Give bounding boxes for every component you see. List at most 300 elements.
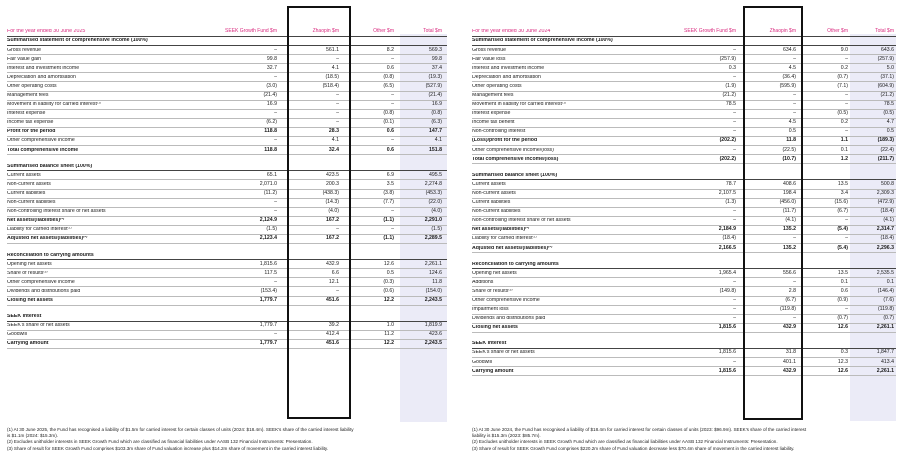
row-value: (6.7) [837, 208, 848, 215]
row-value: 0.3 [840, 349, 848, 356]
row-value: (119.8) [779, 306, 796, 313]
row-value: 1,779.7 [259, 296, 277, 303]
table-row [472, 146, 896, 155]
row-value: (0.8) [383, 110, 394, 117]
row-value: 2,261.1 [876, 324, 894, 331]
column-header: Other $m [373, 27, 394, 34]
row-value: (518.4) [322, 82, 339, 89]
row-value: (0.5) [837, 110, 848, 117]
row-value: 5.0 [886, 64, 894, 71]
row-label: Other comprehensive income [7, 138, 75, 144]
row-value: (202.2) [719, 137, 736, 144]
row-value: 0.1 [840, 278, 848, 285]
row-value: 0.5 [886, 128, 894, 135]
row-value: (22.0) [428, 199, 442, 206]
row-value: 65.1 [266, 171, 277, 178]
row-value: 2,309.3 [876, 189, 894, 196]
row-value: 37.4 [431, 64, 442, 71]
row-value: – [336, 119, 339, 126]
row-value: 0.2 [840, 64, 848, 71]
row-value: (1.3) [725, 199, 736, 206]
row-value: – [733, 296, 736, 303]
row-value: 6.6 [331, 269, 339, 276]
section-gap [472, 333, 896, 340]
table-row [7, 146, 447, 155]
table-row [472, 217, 896, 226]
row-label: Goodwill [7, 332, 27, 338]
row-value: (4.1) [883, 217, 894, 224]
table-row [472, 244, 896, 253]
row-value: – [845, 306, 848, 313]
row-label: Net assets/(liabilities)⁽²⁾ [472, 227, 530, 233]
table-row [7, 235, 447, 244]
row-value: – [391, 92, 394, 98]
row-value: – [733, 278, 736, 285]
table-row [7, 269, 447, 278]
table-row [7, 137, 447, 146]
row-value: 2,274.8 [424, 180, 442, 187]
row-value: 1,847.7 [876, 349, 894, 356]
row-label: Other comprehensive income [7, 279, 75, 285]
row-value: 2,289.5 [424, 235, 442, 242]
table-row [7, 260, 447, 269]
row-value: 408.6 [783, 180, 796, 187]
row-value: 99.8 [266, 55, 277, 62]
row-value: 2,124.9 [259, 217, 277, 224]
row-value: 12.2 [383, 340, 394, 347]
row-label: Dividends and distributions paid [472, 316, 546, 322]
row-value: 16.9 [431, 101, 442, 108]
row-value: (1.1) [383, 235, 394, 242]
section-title: Reconciliation to carrying amounts [472, 261, 559, 267]
row-value: 432.9 [326, 260, 339, 267]
row-value: 4.5 [788, 64, 796, 71]
row-value: – [391, 226, 394, 233]
table-row [472, 180, 896, 189]
row-value: (4.1) [785, 217, 796, 224]
row-value: (146.4) [877, 287, 894, 294]
row-value: 0.5 [386, 269, 394, 276]
table-row [472, 367, 896, 376]
row-value: 12.3 [837, 358, 848, 365]
row-value: (1.5) [431, 226, 442, 233]
table-row [472, 73, 896, 82]
table-row [472, 287, 896, 296]
row-value: 135.2 [783, 244, 796, 251]
row-value: 2,243.5 [424, 296, 442, 303]
row-value: (5.4) [837, 226, 848, 233]
row-value: 0.2 [840, 119, 848, 126]
section-title: Reconciliation to carrying amounts [7, 252, 94, 258]
table-row [472, 55, 896, 64]
row-value: 12.6 [837, 324, 848, 331]
row-value: 11.8 [786, 137, 796, 144]
row-value: – [845, 92, 848, 98]
row-value: 0.1 [886, 278, 894, 285]
row-value: 99.8 [431, 55, 442, 62]
period-label: For the year ended 30 June 2025 [7, 28, 86, 34]
table-row [472, 306, 896, 315]
row-value: (257.9) [877, 55, 894, 62]
row-value: 1.0 [386, 322, 394, 329]
row-value: (7.6) [883, 296, 894, 303]
row-label: Goodwill [472, 359, 492, 365]
row-value: 432.9 [783, 324, 796, 331]
row-value: – [845, 55, 848, 62]
row-value: 8.2 [386, 46, 394, 53]
row-value: – [733, 119, 736, 126]
table-row [472, 155, 896, 164]
row-value: 31.8 [785, 349, 796, 356]
row-label: Fair value loss [472, 56, 506, 62]
row-value: 4.7 [886, 119, 894, 126]
section-title: Summarised statement of comprehensive income (100%) [472, 38, 613, 44]
row-value: 78.7 [725, 180, 736, 187]
right-table [472, 8, 896, 376]
row-value: 118.8 [264, 128, 277, 135]
row-value: 12.6 [383, 260, 394, 267]
column-header: Other $m [827, 27, 848, 34]
table-row [7, 92, 447, 101]
row-value: (3.8) [383, 189, 394, 196]
row-value: – [391, 101, 394, 108]
row-value: – [733, 315, 736, 322]
row-value: – [793, 110, 796, 117]
row-value: (1.9) [725, 82, 736, 89]
footnote: (1) At 30 June 2024, the Fund has recognised a liability of $18.4m for carried interest for certain classes of units (2023: $96.9m). SEEK's share of the carried interest [472, 427, 807, 432]
table-row [472, 297, 896, 306]
table-row [472, 137, 896, 146]
row-value: 2,261.1 [424, 260, 442, 267]
row-label: Interest expense [472, 111, 511, 117]
row-value: 1,819.9 [424, 322, 442, 329]
row-value: (604.9) [877, 82, 894, 89]
row-value: 0.6 [386, 146, 394, 153]
row-label: Closing net assets [7, 297, 53, 303]
row-value: 0.5 [788, 128, 796, 135]
row-label: Other comprehensive income/(loss) [472, 147, 554, 153]
row-value: 1,779.7 [259, 340, 277, 347]
row-value: (6.2) [266, 119, 277, 126]
row-value: 2,314.7 [876, 226, 894, 233]
column-header: Total $m [875, 27, 894, 34]
row-value: – [845, 235, 848, 242]
row-value: 1,965.4 [718, 269, 736, 276]
table-row [472, 110, 896, 119]
row-value: (149.8) [719, 287, 736, 294]
footnote: (3) Share of result for SEEK Growth Fund comprises $220.2m share of Fund valuation decrease less $70.4m share of movement in the carried interest liability. [472, 445, 795, 451]
row-value: (19.3) [428, 73, 442, 80]
row-value: – [733, 46, 736, 53]
row-label: Movement in liability for carried interest⁽¹⁾ [7, 102, 102, 108]
row-value: – [733, 128, 736, 135]
row-value: 3.4 [840, 189, 848, 196]
row-value: (3.0) [266, 82, 277, 89]
row-value: 401.1 [783, 358, 796, 365]
section-title-row [472, 340, 896, 349]
section-title-row [472, 171, 896, 180]
row-label: Adjusted net assets/(liabilities)⁽²⁾ [472, 245, 553, 251]
row-label: Carrying amount [7, 341, 49, 347]
section-gap [472, 164, 896, 171]
row-value: (1.1) [383, 217, 394, 224]
table-row [7, 82, 447, 91]
row-label: Other operating costs [7, 83, 57, 89]
row-value: 2,296.3 [876, 244, 894, 251]
section-title-row [472, 37, 896, 46]
row-label: Interest and investment income [7, 65, 80, 71]
footnote: liability is $15.3m (2023: $85.7m). [472, 433, 541, 439]
row-label: (Loss)/profit for the period [472, 138, 538, 144]
row-value: (37.1) [880, 73, 894, 80]
table-row [7, 208, 447, 217]
row-value: (202.2) [719, 155, 736, 162]
row-value: (4.0) [328, 208, 339, 215]
row-label: Non-current assets [472, 190, 516, 196]
row-value: 13.5 [837, 180, 848, 187]
row-value: 1,815.6 [718, 324, 736, 331]
row-value: (0.9) [837, 296, 848, 303]
row-value: 117.5 [264, 269, 277, 276]
left-footnotes [7, 427, 354, 452]
table-row [472, 269, 896, 278]
row-value: (15.6) [834, 199, 848, 206]
row-value: 2,123.4 [259, 235, 277, 242]
row-label: Share of results⁽³⁾ [7, 270, 48, 276]
table-row [472, 119, 896, 128]
row-value: (18.4) [880, 208, 894, 215]
section-gap [7, 244, 447, 251]
row-value: – [336, 92, 339, 98]
row-value: 2,535.5 [876, 269, 894, 276]
row-value: 412.4 [326, 331, 339, 338]
row-value: 9.0 [840, 46, 848, 53]
row-label: Opening net assets [472, 270, 517, 276]
row-value: – [274, 73, 277, 80]
table-row [7, 73, 447, 82]
section-title-row [7, 251, 447, 260]
table-row [472, 235, 896, 244]
footnote: (1) At 30 June 2025, the Fund has recognised a liability of $1.5m for carried interest for certain classes of units (2024: $18.4m). SEEK's share of the carried interest liability [7, 427, 354, 432]
table-row [7, 322, 447, 331]
row-value: – [793, 235, 796, 242]
column-header: SEEK Growth Fund $m [225, 27, 277, 34]
row-value: 12.2 [383, 296, 394, 303]
row-label: Gross revenue [472, 47, 507, 53]
table-row [472, 324, 896, 333]
row-value: 39.2 [328, 322, 339, 329]
row-value: 124.6 [429, 269, 442, 276]
row-value: (6.5) [383, 82, 394, 89]
row-value: 6.9 [386, 171, 394, 178]
table-row [7, 199, 447, 208]
row-value: 2,184.9 [718, 226, 736, 233]
column-header: Total $m [423, 27, 442, 34]
row-value: (10.7) [782, 155, 796, 162]
row-value: – [733, 146, 736, 153]
row-value: – [733, 217, 736, 224]
row-value: – [793, 92, 796, 98]
row-value: 2,243.5 [424, 340, 442, 347]
row-label: Opening net assets [7, 261, 52, 267]
row-label: Non-controlling interest share of net assets [472, 218, 571, 224]
row-value: – [793, 101, 796, 108]
row-value: – [336, 55, 339, 62]
row-value: (0.6) [383, 287, 394, 294]
row-value: – [274, 331, 277, 338]
left-table [7, 8, 447, 349]
row-value: (5.4) [837, 244, 848, 251]
row-value: (153.4) [260, 287, 277, 294]
row-value: (0.8) [431, 110, 442, 117]
table-header-row [472, 8, 896, 37]
row-label: Fair value gain [7, 56, 42, 62]
row-label: Current assets [472, 181, 506, 187]
row-value: (21.4) [263, 92, 277, 98]
row-label: Management fees [7, 93, 49, 98]
row-value: 569.3 [429, 46, 442, 53]
row-value: (18.4) [880, 235, 894, 242]
row-value: 1,815.6 [259, 260, 277, 267]
section-title: Summarised statement of comprehensive income (100%) [7, 38, 148, 44]
table-row [472, 46, 896, 55]
row-value: 495.5 [429, 171, 442, 178]
row-value: (11.2) [263, 189, 277, 196]
row-value: 556.6 [783, 269, 796, 276]
row-value: – [845, 217, 848, 224]
row-value: – [336, 287, 339, 294]
row-value: (0.3) [383, 278, 394, 285]
row-value: 32.4 [328, 146, 339, 153]
row-value: (456.0) [779, 199, 796, 206]
row-value: 1,815.6 [718, 349, 736, 356]
row-value: 2.8 [788, 287, 796, 294]
row-label: Liability for carried interest⁽¹⁾ [472, 236, 537, 242]
row-value: – [733, 110, 736, 117]
row-value: (14.3) [325, 199, 339, 206]
table-header-row [7, 8, 447, 37]
column-header: Zhaopin $m [769, 27, 796, 34]
row-value: (0.7) [837, 315, 848, 322]
row-value: (21.2) [880, 92, 894, 98]
row-label: Interest expense [7, 111, 46, 117]
footnote: (3) Share of result for SEEK Growth Fund comprises $103.3m share of Fund valuation increase plus $14.2m share of movement in the carried interest liability. [7, 445, 329, 451]
table-row [472, 349, 896, 358]
row-value: 0.6 [386, 64, 394, 71]
row-value: 151.8 [429, 146, 442, 153]
row-value: – [733, 358, 736, 365]
row-label: Net assets/(liabilities)⁽²⁾ [7, 218, 65, 224]
section-title-row [7, 37, 447, 46]
section-title-row [472, 260, 896, 269]
column-header: SEEK Growth Fund $m [684, 27, 736, 34]
row-label: Income tax benefit [472, 120, 515, 126]
table-row [472, 199, 896, 208]
row-value: (527.9) [425, 82, 442, 89]
footnote: (2) Excludes unitholder interests in SEEK Growth Fund which are classified as financial liabilities under AASB 132 Financial Instruments: Presentation. [472, 439, 778, 445]
row-value: 135.2 [783, 226, 796, 233]
row-value: (438.3) [322, 189, 339, 196]
table-row [472, 358, 896, 367]
row-value: 200.3 [326, 180, 339, 187]
row-value: 12.1 [328, 278, 339, 285]
section-gap [7, 155, 447, 162]
row-value: 1,779.7 [259, 322, 277, 329]
row-label: Non-current assets [7, 181, 51, 187]
row-value: (453.3) [425, 189, 442, 196]
row-value: 118.8 [264, 146, 277, 153]
row-label: Closing net assets [472, 325, 518, 331]
row-value: 0.1 [840, 146, 848, 153]
row-value: (0.1) [383, 119, 394, 126]
row-label: SEEK's share of net assets [472, 350, 535, 356]
row-value: – [793, 315, 796, 322]
row-value: (36.4) [782, 73, 796, 80]
row-value: – [733, 208, 736, 215]
row-value: 32.7 [266, 64, 277, 71]
row-value: 28.3 [328, 128, 339, 135]
row-label: Current liabilities [472, 200, 511, 206]
row-label: Other comprehensive income [472, 297, 540, 303]
row-value: – [274, 278, 277, 285]
row-label: Depreciation and amortisation [7, 74, 76, 80]
row-value: 451.6 [326, 296, 339, 303]
row-value: 2,291.0 [424, 217, 442, 224]
table-row [7, 46, 447, 55]
row-value: – [274, 110, 277, 117]
row-value: (0.8) [383, 73, 394, 80]
table-row [472, 64, 896, 73]
row-value: – [391, 55, 394, 62]
row-value: – [391, 208, 394, 215]
row-value: 167.2 [326, 217, 339, 224]
row-label: Non-current liabilities [472, 209, 521, 215]
row-label: Adjusted net assets/(liabilities)⁽²⁾ [7, 236, 88, 242]
row-value: – [733, 306, 736, 313]
row-value: (21.4) [428, 92, 442, 98]
table-row [7, 64, 447, 73]
row-value: 1.2 [840, 155, 848, 162]
row-value: – [274, 137, 277, 144]
section-title-row [7, 313, 447, 322]
row-label: Liability for carried interest⁽¹⁾ [7, 227, 72, 233]
row-value: 13.5 [837, 269, 848, 276]
row-value: 78.5 [725, 101, 736, 108]
row-value: 11.2 [384, 331, 394, 338]
row-value: (4.0) [431, 208, 442, 215]
row-label: SEEK's share of net assets [7, 323, 70, 329]
row-value: – [336, 101, 339, 108]
table-row [7, 226, 447, 235]
table-row [472, 92, 896, 101]
table-row [472, 82, 896, 91]
row-value: 2,107.5 [718, 189, 736, 196]
table-row [7, 340, 447, 349]
table-row [7, 217, 447, 226]
left-zhaopin-highlight-box [287, 6, 351, 419]
row-value: (18.5) [325, 73, 339, 80]
row-label: Movement in liability for carried interest⁽¹⁾ [472, 102, 567, 108]
row-value: (21.2) [722, 92, 736, 98]
row-label: Carrying amount [472, 368, 514, 374]
row-value: 3.5 [386, 180, 394, 187]
table-row [472, 226, 896, 235]
row-value: – [274, 199, 277, 206]
row-label: Total comprehensive income [7, 147, 79, 153]
table-row [7, 110, 447, 119]
row-value: 0.3 [728, 64, 736, 71]
table-row [472, 278, 896, 287]
